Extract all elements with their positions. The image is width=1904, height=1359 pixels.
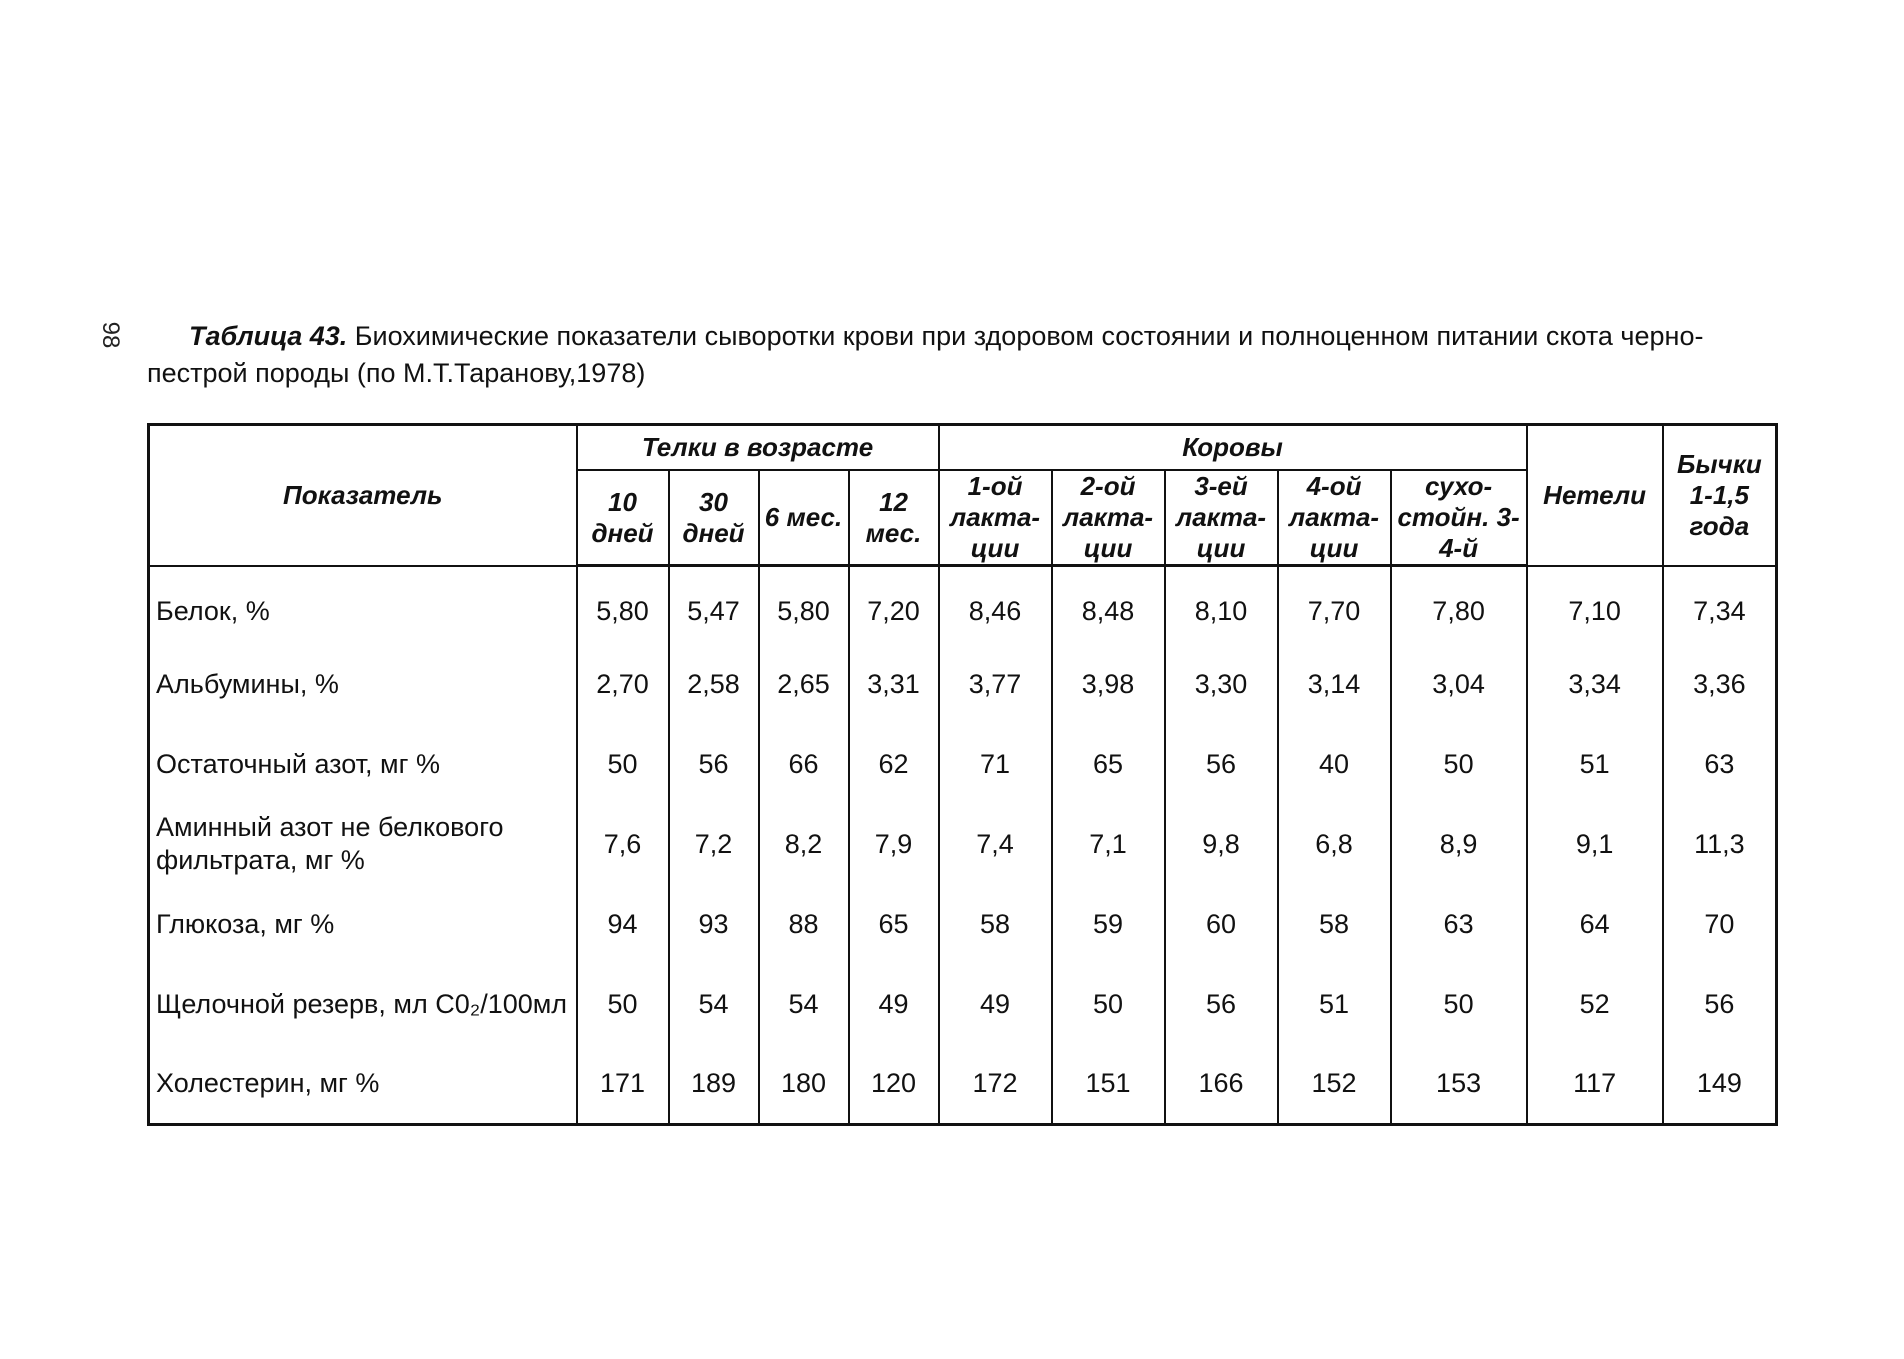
table-cell: 40 [1278, 724, 1391, 804]
table-row [149, 964, 1777, 1044]
table-cell: 172 [939, 1044, 1052, 1124]
cows-group-header: Коровы [939, 425, 1527, 471]
table-cell: 8,48 [1052, 566, 1165, 645]
indicator-header: Показатель [149, 425, 577, 566]
table-row [149, 804, 1777, 884]
row-label: Белок, % [149, 566, 577, 645]
table-caption [147, 318, 1797, 392]
heifers-group-header: Телки в возрасте [577, 425, 939, 471]
table-cell: 60 [1165, 884, 1278, 964]
table-cell: 7,70 [1278, 566, 1391, 645]
table-cell: 93 [669, 884, 759, 964]
table-cell: 166 [1165, 1044, 1278, 1124]
table-cell: 3,36 [1663, 644, 1777, 724]
table-cell: 51 [1527, 724, 1663, 804]
table-cell: 9,1 [1527, 804, 1663, 884]
table-cell: 189 [669, 1044, 759, 1124]
table-cell: 7,9 [849, 804, 939, 884]
table-cell: 6,8 [1278, 804, 1391, 884]
table-cell: 3,14 [1278, 644, 1391, 724]
table-cell: 49 [939, 964, 1052, 1044]
table-cell: 3,34 [1527, 644, 1663, 724]
row-label: Альбумины, % [149, 644, 577, 724]
table-cell: 65 [849, 884, 939, 964]
table-cell: 171 [577, 1044, 669, 1124]
table-cell: 71 [939, 724, 1052, 804]
table-cell: 50 [577, 724, 669, 804]
row-label: Глюкоза, мг % [149, 884, 577, 964]
table-cell: 62 [849, 724, 939, 804]
subheader-10-days: 10 дней [577, 470, 669, 566]
table-cell: 58 [939, 884, 1052, 964]
bulls-header: Бычки 1-1,5 года [1663, 425, 1777, 566]
caption-text: Биохимические показатели сыворотки крови при здоровом состоянии и полноценном питании скота черно-пестрой породы (по М.Т.Таранову,1978) [147, 321, 1704, 388]
table-cell: 153 [1391, 1044, 1527, 1124]
table-row [149, 724, 1777, 804]
table-cell: 152 [1278, 1044, 1391, 1124]
table-cell: 52 [1527, 964, 1663, 1044]
table-cell: 3,98 [1052, 644, 1165, 724]
table-cell: 3,77 [939, 644, 1052, 724]
table-cell: 64 [1527, 884, 1663, 964]
table-cell: 151 [1052, 1044, 1165, 1124]
subheader-6-months: 6 мес. [759, 470, 849, 566]
table-cell: 5,47 [669, 566, 759, 645]
table-cell: 56 [1165, 724, 1278, 804]
table-cell: 7,10 [1527, 566, 1663, 645]
table-cell: 7,4 [939, 804, 1052, 884]
table-cell: 51 [1278, 964, 1391, 1044]
table-cell: 2,70 [577, 644, 669, 724]
table-cell: 49 [849, 964, 939, 1044]
table-cell: 180 [759, 1044, 849, 1124]
table-cell: 120 [849, 1044, 939, 1124]
table-cell: 7,80 [1391, 566, 1527, 645]
table-cell: 11,3 [1663, 804, 1777, 884]
table-cell: 2,58 [669, 644, 759, 724]
subheader-dry-cows: сухо-стойн. 3-4-й [1391, 470, 1527, 566]
caption-label: Таблица 43. [189, 321, 348, 351]
table-cell: 8,2 [759, 804, 849, 884]
table-cell: 50 [1391, 964, 1527, 1044]
table-cell: 5,80 [759, 566, 849, 645]
row-label: Щелочной резерв, мл С0₂/100мл [149, 964, 577, 1044]
table-cell: 56 [1663, 964, 1777, 1044]
table-cell: 7,1 [1052, 804, 1165, 884]
subheader-lactation-4: 4-ой лакта-ции [1278, 470, 1391, 566]
subheader-lactation-2: 2-ой лакта-ции [1052, 470, 1165, 566]
table-row [149, 566, 1777, 645]
table-cell: 3,31 [849, 644, 939, 724]
row-label: Остаточный азот, мг % [149, 724, 577, 804]
table-cell: 54 [669, 964, 759, 1044]
table-cell: 7,34 [1663, 566, 1777, 645]
table-cell: 63 [1391, 884, 1527, 964]
table-cell: 7,2 [669, 804, 759, 884]
table-cell: 8,10 [1165, 566, 1278, 645]
table-cell: 88 [759, 884, 849, 964]
table-cell: 2,65 [759, 644, 849, 724]
row-label: Холестерин, мг % [149, 1044, 577, 1124]
subheader-lactation-3: 3-ей лакта-ции [1165, 470, 1278, 566]
table-cell: 117 [1527, 1044, 1663, 1124]
table-cell: 50 [1391, 724, 1527, 804]
table-cell: 58 [1278, 884, 1391, 964]
table-cell: 3,04 [1391, 644, 1527, 724]
table-cell: 56 [669, 724, 759, 804]
table-cell: 9,8 [1165, 804, 1278, 884]
table-cell: 8,46 [939, 566, 1052, 645]
table-cell: 59 [1052, 884, 1165, 964]
table-cell: 70 [1663, 884, 1777, 964]
table-cell: 7,6 [577, 804, 669, 884]
table-cell: 7,20 [849, 566, 939, 645]
page-number: 98 [97, 321, 124, 349]
table-cell: 63 [1663, 724, 1777, 804]
biochemistry-table [147, 423, 1778, 1126]
table-row [149, 1044, 1777, 1124]
subheader-12-months: 12 мес. [849, 470, 939, 566]
table-cell: 66 [759, 724, 849, 804]
table-cell: 56 [1165, 964, 1278, 1044]
table-cell: 54 [759, 964, 849, 1044]
table-cell: 3,30 [1165, 644, 1278, 724]
table-cell: 50 [1052, 964, 1165, 1044]
subheader-30-days: 30 дней [669, 470, 759, 566]
table-cell: 50 [577, 964, 669, 1044]
table-cell: 149 [1663, 1044, 1777, 1124]
table-row [149, 884, 1777, 964]
row-label: Аминный азот не белкового фильтрата, мг % [149, 804, 577, 884]
table-row [149, 644, 1777, 724]
table-cell: 94 [577, 884, 669, 964]
subheader-lactation-1: 1-ой лакта-ции [939, 470, 1052, 566]
table-cell: 8,9 [1391, 804, 1527, 884]
table-body [149, 566, 1777, 1125]
netel-header: Нетели [1527, 425, 1663, 566]
table-cell: 5,80 [577, 566, 669, 645]
table-cell: 65 [1052, 724, 1165, 804]
